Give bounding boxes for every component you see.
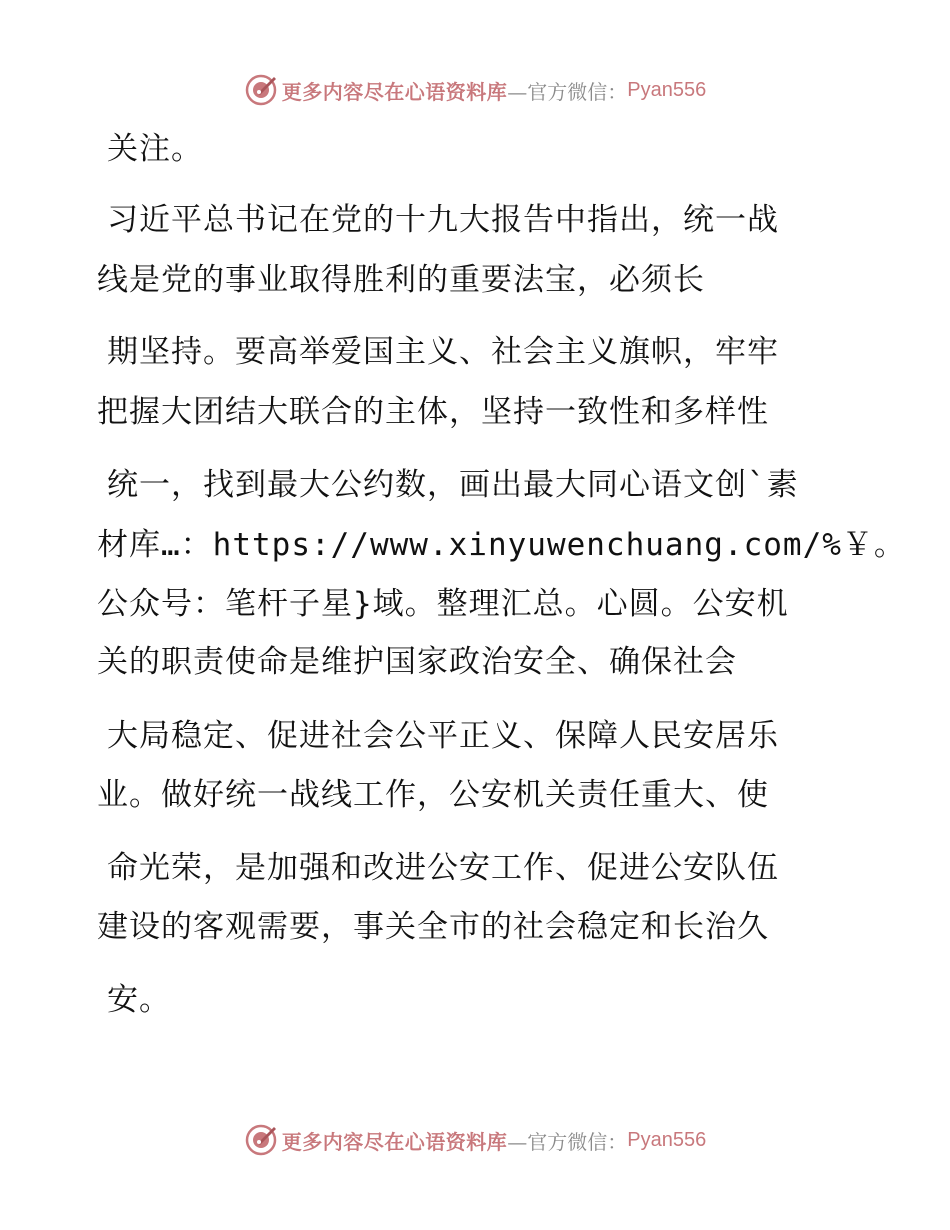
text-line: 大局稳定、促进社会公平正义、保障人民安居乐 xyxy=(107,718,779,754)
header-separator-text: —官方微信： xyxy=(507,79,628,104)
header-main-text: 更多内容尽在心语资料库 xyxy=(281,79,508,104)
pen-logo-icon xyxy=(244,1123,278,1157)
footer-main-text: 更多内容尽在心语资料库 xyxy=(281,1129,508,1154)
footer-separator-text: —官方微信： xyxy=(507,1129,628,1154)
text-line: 把握大团结大联合的主体，坚持一致性和多样性 xyxy=(97,394,769,430)
header-wechat-id: Pyan556 xyxy=(627,78,707,101)
text-line: 统一，找到最大公约数，画出最大同心语文创`素 xyxy=(107,467,799,503)
text-line: 命光荣，是加强和改进公安工作、促进公安队伍 xyxy=(107,850,779,886)
text-line: 建设的客观需要，事关全市的社会稳定和长治久 xyxy=(97,909,769,945)
footer-banner xyxy=(0,1120,950,1160)
footer-wechat-id: Pyan556 xyxy=(627,1128,707,1151)
text-line: 关注。 xyxy=(107,131,203,167)
text-line: 期坚持。要高举爱国主义、社会主义旗帜，牢牢 xyxy=(107,334,779,370)
text-line: 公众号：笔杆子星}域。整理汇总。心圆。公安机 xyxy=(97,586,789,622)
text-line: 关的职责使命是维护国家政治安全、确保社会 xyxy=(97,644,737,680)
text-line: 习近平总书记在党的十九大报告中指出，统一战 xyxy=(107,202,779,238)
text-line: 安。 xyxy=(107,982,171,1018)
text-line: 材库…：https://www.xinyuwenchuang.com/%￥。 xyxy=(97,527,906,563)
text-line: 业。做好统一战线工作，公安机关责任重大、使 xyxy=(97,777,769,813)
text-line: 线是党的事业取得胜利的重要法宝，必须长 xyxy=(97,262,705,298)
